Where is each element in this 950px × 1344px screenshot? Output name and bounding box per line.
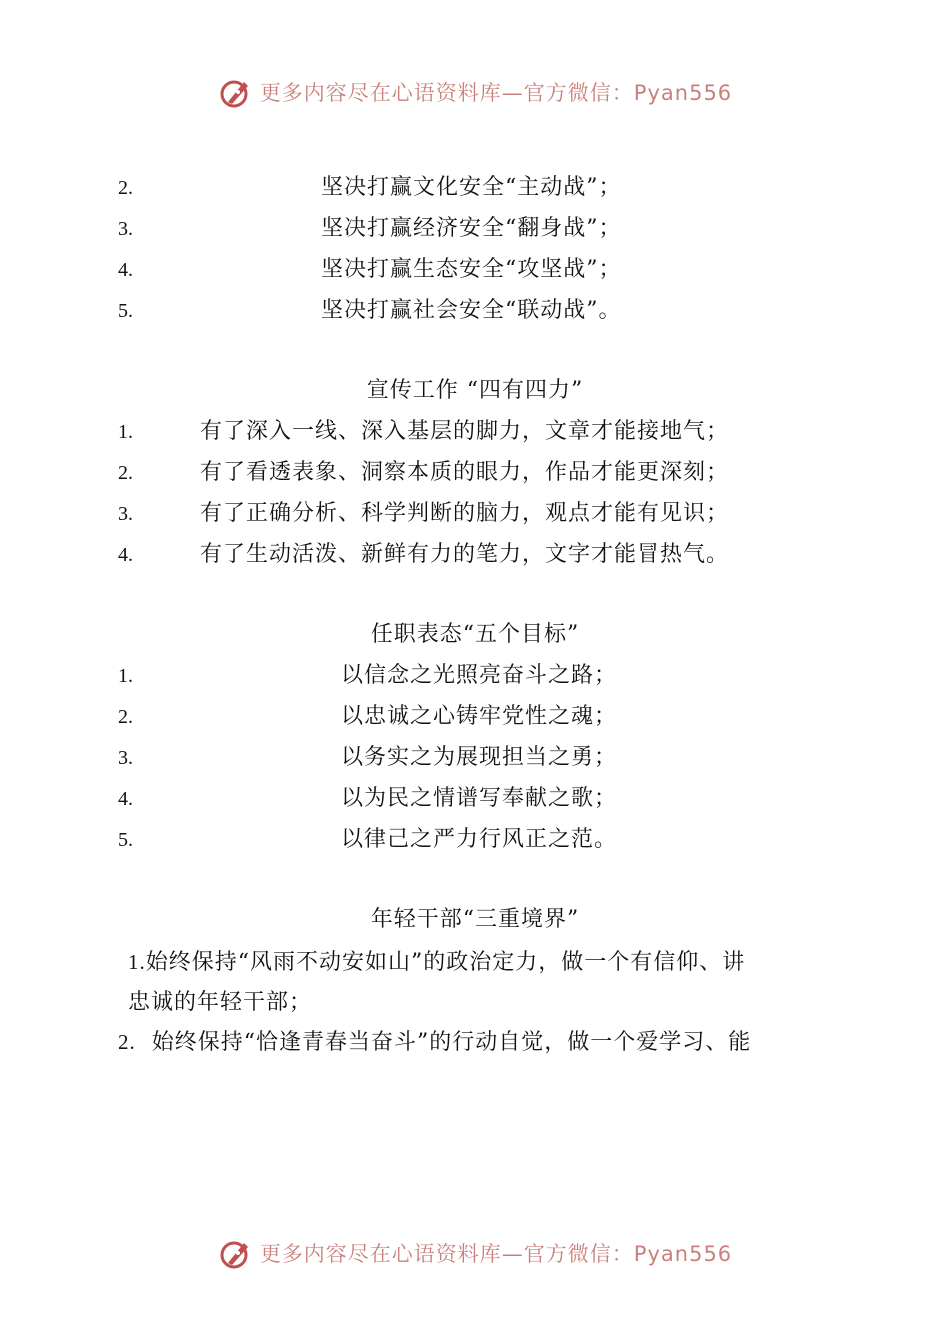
item-number: 1. [128, 950, 146, 974]
footer-banner [0, 1233, 950, 1273]
list-item [0, 251, 950, 289]
item-text: 坚决打赢经济安全“翻身战”； [321, 216, 622, 241]
list-item [0, 210, 950, 248]
item-number: 2. [118, 462, 133, 484]
section-title: 任职表态“五个目标” [370, 622, 580, 647]
list-item [0, 413, 950, 451]
item-text-continued: 忠诚的年轻干部； [128, 990, 313, 1015]
item-text: 以务实之为展现担当之勇； [341, 745, 618, 770]
item-text: 始终保持“恰逢青春当奋斗”的行动自觉，做一个爱学习、能 [151, 1030, 752, 1055]
list-item [0, 454, 950, 492]
item-number: 4. [118, 788, 133, 810]
paragraph-item [118, 1022, 828, 1063]
item-text: 坚决打赢生态安全“攻坚战”； [321, 257, 622, 282]
item-text: 有了看透表象、洞察本质的眼力，作品才能更深刻； [200, 460, 730, 485]
item-number: 4. [118, 259, 133, 281]
section-title: 年轻干部“三重境界” [370, 907, 580, 932]
item-text: 有了正确分析、科学判断的脑力，观点才能有见识； [200, 501, 730, 526]
item-text: 坚决打赢文化安全“主动战”； [321, 175, 622, 200]
item-number: 2. [118, 177, 133, 199]
item-number: 4. [118, 544, 133, 566]
item-text: 有了生动活泼、新鲜有力的笔力，文字才能冒热气。 [200, 542, 730, 567]
item-number: 3. [118, 503, 133, 525]
item-text: 以信念之光照亮奋斗之路； [341, 663, 618, 688]
list-item [0, 739, 950, 777]
item-number: 5. [118, 300, 133, 322]
item-number: 3. [118, 218, 133, 240]
list-item [0, 536, 950, 574]
item-text: 始终保持“风雨不动安如山”的政治定力，做一个有信仰、讲 [145, 950, 746, 975]
section-title: 宣传工作 “四有四力” [366, 378, 584, 403]
item-number: 5. [118, 829, 133, 851]
banner-text: 更多内容尽在心语资料库—官方微信：Pyan556 [259, 1242, 733, 1266]
list-item [0, 821, 950, 859]
item-text: 以为民之情谱写奉献之歌； [341, 786, 618, 811]
item-text: 坚决打赢社会安全“联动战”。 [321, 298, 622, 323]
list-item [0, 292, 950, 330]
list-item [0, 698, 950, 736]
list-item [0, 780, 950, 818]
item-number: 1. [118, 665, 133, 687]
item-number: 1. [118, 421, 133, 443]
item-number: 3. [118, 747, 133, 769]
paragraph-item [118, 942, 838, 1023]
banner-text: 更多内容尽在心语资料库—官方微信：Pyan556 [259, 81, 733, 105]
item-number: 2. [118, 706, 133, 728]
item-text: 有了深入一线、深入基层的脚力，文章才能接地气； [200, 419, 730, 444]
list-item [0, 657, 950, 695]
item-number: 2. [118, 1030, 136, 1054]
list-item [0, 169, 950, 207]
list-item [0, 495, 950, 533]
pen-nib-logo-icon [218, 1235, 254, 1271]
item-text: 以忠诚之心铸牢党性之魂； [341, 704, 618, 729]
item-text: 以律己之严力行风正之范。 [341, 827, 618, 852]
